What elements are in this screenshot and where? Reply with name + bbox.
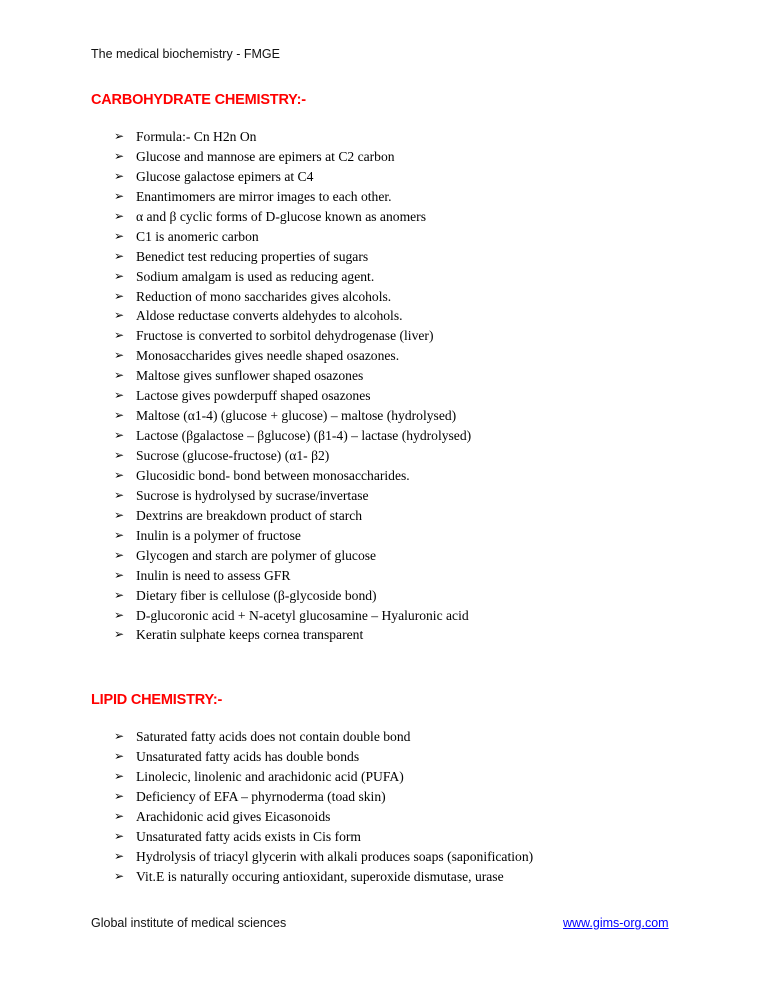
arrow-bullet-icon: ➢	[114, 507, 125, 522]
carbohydrate-section-title: CARBOHYDRATE CHEMISTRY:-	[91, 92, 306, 108]
list-item	[114, 546, 471, 566]
list-item-text: Aldose reductase converts aldehydes to alcohols.	[136, 308, 403, 324]
arrow-bullet-icon: ➢	[114, 627, 125, 642]
arrow-bullet-icon: ➢	[114, 188, 125, 203]
list-item-text: Dietary fiber is cellulose (β-glycoside bond)	[136, 587, 377, 603]
arrow-bullet-icon: ➢	[114, 168, 125, 183]
list-item-text: Glucose and mannose are epimers at C2 carbon	[136, 148, 395, 164]
list-item-text: C1 is anomeric carbon	[136, 228, 259, 244]
arrow-bullet-icon: ➢	[114, 547, 125, 562]
arrow-bullet-icon: ➢	[114, 148, 125, 163]
list-item	[114, 526, 471, 546]
list-item-text: Glucosidic bond- bond between monosaccharides.	[136, 467, 410, 483]
arrow-bullet-icon: ➢	[114, 808, 125, 823]
list-item-text: Benedict test reducing properties of sugars	[136, 248, 369, 264]
list-item	[114, 147, 471, 167]
list-item	[114, 366, 471, 386]
list-item	[114, 127, 471, 147]
list-item-text: Glycogen and starch are polymer of glucose	[136, 547, 377, 563]
arrow-bullet-icon: ➢	[114, 527, 125, 542]
list-item	[114, 867, 533, 887]
list-item-text: Lactose gives powderpuff shaped osazones	[136, 388, 371, 404]
list-item	[114, 247, 471, 267]
list-item	[114, 207, 471, 227]
list-item	[114, 466, 471, 486]
list-item	[114, 566, 471, 586]
list-item	[114, 287, 471, 307]
list-item	[114, 506, 471, 526]
list-item	[114, 227, 471, 247]
arrow-bullet-icon: ➢	[114, 748, 125, 763]
list-item-text: Glucose galactose epimers at C4	[136, 168, 314, 184]
arrow-bullet-icon: ➢	[114, 248, 125, 263]
arrow-bullet-icon: ➢	[114, 428, 125, 443]
list-item	[114, 747, 533, 767]
arrow-bullet-icon: ➢	[114, 348, 125, 363]
list-item	[114, 787, 533, 807]
list-item	[114, 586, 471, 606]
list-item-text: Formula:- Cn H2n On	[136, 129, 257, 144]
list-item-text: Sucrose is hydrolysed by sucrase/invertase	[136, 487, 369, 503]
arrow-bullet-icon: ➢	[114, 729, 125, 743]
list-item	[114, 767, 533, 787]
arrow-bullet-icon: ➢	[114, 768, 125, 783]
page-header: The medical biochemistry - FMGE	[91, 47, 280, 61]
footer-website-link[interactable]: www.gims-org.com	[563, 916, 669, 930]
list-item-text: Unsaturated fatty acids has double bonds	[136, 748, 360, 764]
list-item-text: Arachidonic acid gives Eicasonoids	[136, 808, 331, 824]
list-item-text: Maltose gives sunflower shaped osazones	[136, 368, 364, 384]
list-item-text: Lactose (βgalactose – βglucose) (β1-4) – lactase (hydrolysed)	[136, 428, 472, 444]
arrow-bullet-icon: ➢	[114, 328, 125, 343]
carbohydrate-bullet-list	[114, 127, 471, 645]
list-item	[114, 625, 471, 645]
list-item	[114, 346, 471, 366]
list-item-text: Deficiency of EFA – phyrnoderma (toad skin)	[136, 788, 386, 804]
list-item-text: Hydrolysis of triacyl glycerin with alkali produces soaps (saponification)	[136, 848, 534, 864]
list-item	[114, 606, 471, 626]
arrow-bullet-icon: ➢	[114, 868, 125, 883]
arrow-bullet-icon: ➢	[114, 788, 125, 803]
list-item-text: Linolecic, linolenic and arachidonic acid (PUFA)	[136, 768, 404, 784]
lipid-section-title: LIPID CHEMISTRY:-	[91, 692, 223, 708]
list-item-text: Vit.E is naturally occuring antioxidant, superoxide dismutase, urase	[136, 868, 504, 884]
list-item-text: Unsaturated fatty acids exists in Cis form	[136, 828, 362, 844]
list-item	[114, 827, 533, 847]
list-item-text: Reduction of mono saccharides gives alcohols.	[136, 288, 392, 304]
list-item	[114, 486, 471, 506]
list-item-text: Keratin sulphate keeps cornea transparent	[136, 627, 364, 643]
arrow-bullet-icon: ➢	[114, 408, 125, 423]
list-item-text: Enantimomers are mirror images to each other.	[136, 188, 392, 204]
list-item-text: Saturated fatty acids does not contain double bond	[136, 729, 411, 744]
list-item-text: D-glucoronic acid + N-acetyl glucosamine – Hyaluronic acid	[136, 607, 469, 623]
arrow-bullet-icon: ➢	[114, 828, 125, 843]
list-item-text: Sucrose (glucose-fructose) (α1- β2)	[136, 448, 330, 463]
list-item	[114, 386, 471, 406]
list-item	[114, 807, 533, 827]
arrow-bullet-icon: ➢	[114, 368, 125, 383]
list-item	[114, 727, 533, 747]
arrow-bullet-icon: ➢	[114, 388, 125, 403]
arrow-bullet-icon: ➢	[114, 567, 125, 582]
footer-institute-name: Global institute of medical sciences	[91, 916, 287, 930]
list-item	[114, 267, 471, 287]
list-item-text: Monosaccharides gives needle shaped osazones.	[136, 348, 400, 364]
arrow-bullet-icon: ➢	[114, 487, 125, 502]
list-item-text: α and β cyclic forms of D-glucose known as anomers	[136, 208, 426, 224]
list-item	[114, 326, 471, 346]
list-item	[114, 426, 471, 446]
arrow-bullet-icon: ➢	[114, 448, 125, 462]
arrow-bullet-icon: ➢	[114, 607, 125, 622]
list-item-text: Sodium amalgam is used as reducing agent.	[136, 268, 375, 284]
list-item	[114, 406, 471, 426]
arrow-bullet-icon: ➢	[114, 228, 125, 243]
list-item	[114, 847, 533, 867]
list-item	[114, 446, 471, 466]
arrow-bullet-icon: ➢	[114, 268, 125, 283]
arrow-bullet-icon: ➢	[114, 587, 125, 602]
list-item	[114, 167, 471, 187]
arrow-bullet-icon: ➢	[114, 208, 125, 223]
list-item-text: Inulin is need to assess GFR	[136, 567, 291, 583]
arrow-bullet-icon: ➢	[114, 308, 125, 323]
arrow-bullet-icon: ➢	[114, 129, 125, 143]
list-item-text: Inulin is a polymer of fructose	[136, 527, 301, 543]
list-item	[114, 187, 471, 207]
arrow-bullet-icon: ➢	[114, 288, 125, 303]
list-item-text: Dextrins are breakdown product of starch	[136, 507, 363, 523]
arrow-bullet-icon: ➢	[114, 467, 125, 482]
arrow-bullet-icon: ➢	[114, 848, 125, 863]
list-item	[114, 306, 471, 326]
list-item-text: Fructose is converted to sorbitol dehydrogenase (liver)	[136, 328, 434, 344]
lipid-bullet-list	[114, 727, 533, 887]
list-item-text: Maltose (α1-4) (glucose + glucose) – maltose (hydrolysed)	[136, 408, 457, 424]
